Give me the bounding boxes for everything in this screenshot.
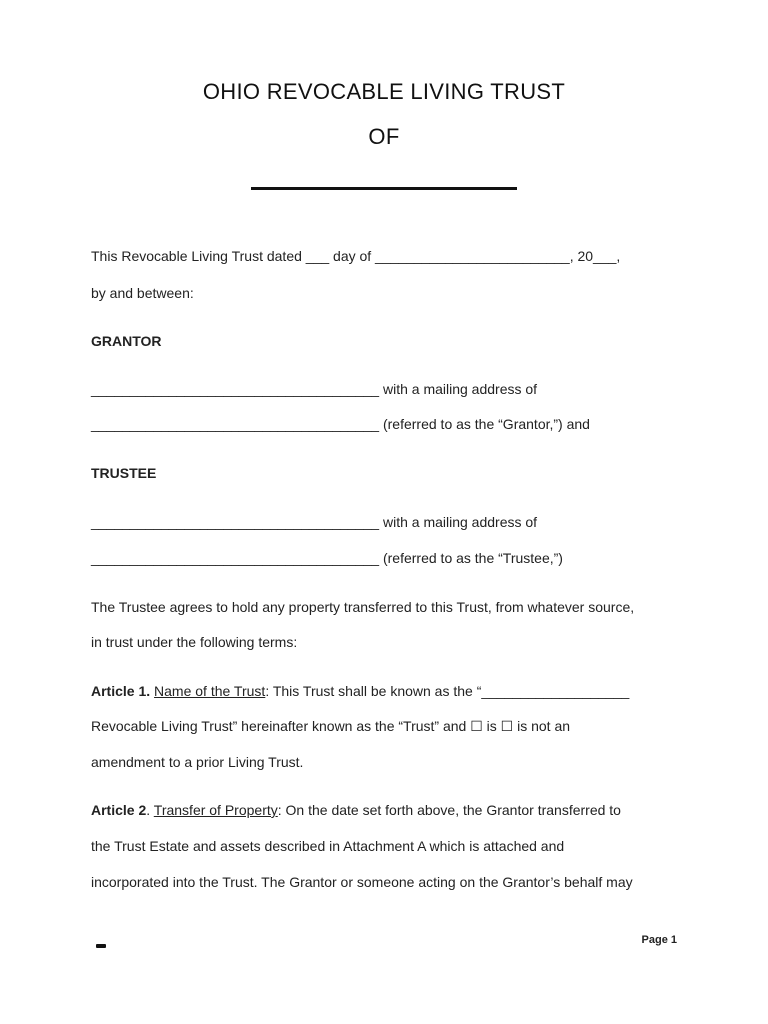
article-1-line-2: Revocable Living Trust” hereinafter known as the “Trust” and ☐ is ☐ is not an	[91, 718, 571, 734]
document-title-of: OF	[368, 124, 400, 149]
page-number: Page 1	[641, 934, 677, 946]
article-2-title: Transfer of Property	[153, 802, 278, 818]
article-1-line-3: amendment to a prior Living Trust.	[91, 754, 304, 770]
grantor-line-2: _____________________________________ (referred to as the “Grantor,”) and	[91, 416, 590, 432]
article-2-line-2: the Trust Estate and assets described in Attachment A which is attached and	[91, 838, 565, 854]
article-1-line-1	[91, 682, 691, 700]
grantor-heading: GRANTOR	[91, 333, 162, 349]
article-1-text: : This Trust shall be known as the “___________________	[265, 683, 630, 699]
trust-name-blank-line	[251, 187, 517, 190]
grantor-line-1: _____________________________________ with a mailing address of	[91, 381, 538, 397]
agreement-line-2: in trust under the following terms:	[91, 634, 298, 650]
article-1-title: Name of the Trust	[154, 683, 266, 699]
agreement-line-1: The Trustee agrees to hold any property transferred to this Trust, from whatever source,	[91, 599, 635, 615]
article-2-text: : On the date set forth above, the Grantor transferred to	[277, 802, 621, 818]
article-1-label: Article 1.	[91, 683, 151, 699]
document-title: OHIO REVOCABLE LIVING TRUST	[202, 79, 566, 104]
trustee-line-2: _____________________________________ (referred to as the “Trustee,”)	[91, 550, 563, 566]
trustee-line-1: _____________________________________ with a mailing address of	[91, 514, 538, 530]
intro-line-1: This Revocable Living Trust dated ___ day of _________________________, 20___,	[91, 248, 621, 264]
intro-line-2: by and between:	[91, 285, 194, 301]
article-2-line-3: incorporated into the Trust. The Grantor or someone acting on the Grantor’s behalf may	[91, 874, 633, 890]
article-2-line-1: Article 2. Transfer of Property: On the date set forth above, the Grantor transferred to	[91, 802, 621, 818]
article-2-label: Article 2	[91, 802, 147, 818]
trustee-heading: TRUSTEE	[91, 465, 157, 481]
footer-mark	[96, 944, 106, 948]
